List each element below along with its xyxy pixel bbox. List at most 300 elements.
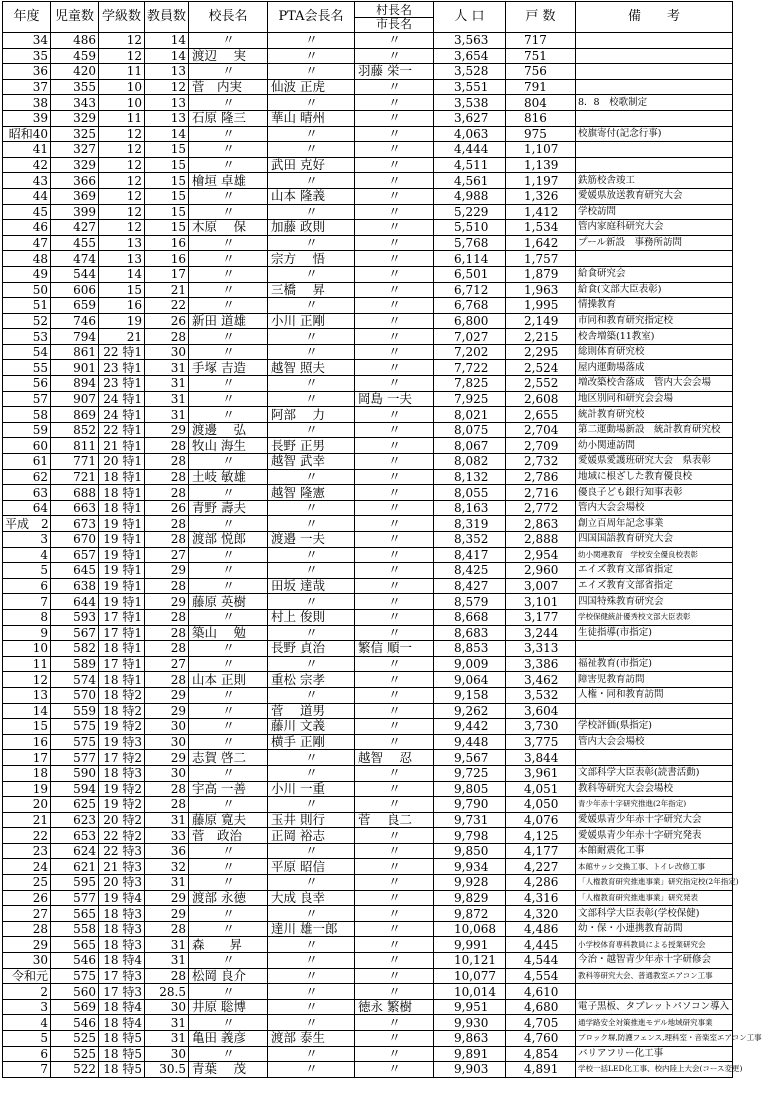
- cell-pta: 小川 正剛: [268, 313, 355, 329]
- cell-households: 791: [506, 79, 576, 95]
- cell-population: 9,891: [434, 1046, 506, 1062]
- cell-notes: 四国国語教育研究大会: [576, 532, 733, 548]
- cell-teachers: 30.5: [145, 1062, 189, 1078]
- table-row: [3, 594, 733, 610]
- cell-mayor: 〃: [355, 875, 434, 891]
- table-row: [3, 859, 733, 875]
- cell-mayor: 〃: [355, 719, 434, 735]
- cell-teachers: 14: [145, 126, 189, 142]
- cell-pta: 長野 正男: [268, 438, 355, 454]
- cell-principal: 石原 隆三: [189, 110, 268, 126]
- cell-teachers: 29: [145, 422, 189, 438]
- cell-pta: 〃: [268, 469, 355, 485]
- cell-households: 4,486: [506, 921, 576, 937]
- cell-principal: 〃: [189, 906, 268, 922]
- cell-pta: 達川 雄一郎: [268, 921, 355, 937]
- cell-principal: 渡部 悦郎: [189, 532, 268, 548]
- cell-classes: 13: [99, 235, 145, 251]
- cell-households: 717: [506, 33, 576, 49]
- cell-classes: 19 特4: [99, 890, 145, 906]
- cell-classes: 10: [99, 95, 145, 111]
- cell-population: 4,063: [434, 126, 506, 142]
- cell-principal: 宇高 一善: [189, 781, 268, 797]
- cell-pta: 〃: [268, 500, 355, 516]
- cell-year: 58: [3, 407, 51, 423]
- cell-students: 546: [51, 953, 99, 969]
- cell-teachers: 28: [145, 516, 189, 532]
- cell-notes: 総則体育研究校: [576, 344, 733, 360]
- cell-classes: 24 特1: [99, 407, 145, 423]
- cell-mayor: 〃: [355, 110, 434, 126]
- cell-year: 4: [3, 1015, 51, 1031]
- cell-teachers: 31: [145, 376, 189, 392]
- cell-teachers: 15: [145, 220, 189, 236]
- cell-classes: 21 特1: [99, 438, 145, 454]
- cell-teachers: 29: [145, 750, 189, 766]
- cell-year: 19: [3, 781, 51, 797]
- cell-students: 901: [51, 360, 99, 376]
- table-row: [3, 79, 733, 95]
- cell-mayor: 〃: [355, 313, 434, 329]
- cell-principal: 〃: [189, 765, 268, 781]
- cell-classes: 19 特1: [99, 578, 145, 594]
- cell-notes: 第二運動場新設 統計教育研究校: [576, 422, 733, 438]
- cell-year: 12: [3, 672, 51, 688]
- cell-notes: 生徒指導(市指定): [576, 625, 733, 641]
- cell-year: 46: [3, 220, 51, 236]
- table-row: [3, 313, 733, 329]
- cell-pta: 〃: [268, 1062, 355, 1078]
- cell-population: 3,654: [434, 48, 506, 64]
- cell-population: 8,853: [434, 641, 506, 657]
- cell-notes: 教科等研究大会会場校: [576, 781, 733, 797]
- cell-households: 3,101: [506, 594, 576, 610]
- header-population: 人 口: [434, 2, 506, 33]
- cell-population: 10,014: [434, 984, 506, 1000]
- cell-year: 22: [3, 828, 51, 844]
- cell-teachers: 15: [145, 188, 189, 204]
- cell-classes: 22 特1: [99, 422, 145, 438]
- cell-mayor: 〃: [355, 594, 434, 610]
- cell-teachers: 31: [145, 812, 189, 828]
- cell-students: 565: [51, 937, 99, 953]
- cell-year: 34: [3, 33, 51, 49]
- table-row: [3, 547, 733, 563]
- cell-population: 9,805: [434, 781, 506, 797]
- cell-students: 574: [51, 672, 99, 688]
- table-row: [3, 890, 733, 906]
- cell-students: 869: [51, 407, 99, 423]
- cell-population: 4,444: [434, 142, 506, 158]
- cell-population: 8,417: [434, 547, 506, 563]
- cell-households: 4,125: [506, 828, 576, 844]
- cell-students: 907: [51, 391, 99, 407]
- cell-students: 522: [51, 1062, 99, 1078]
- cell-households: 2,888: [506, 532, 576, 548]
- cell-households: 4,316: [506, 890, 576, 906]
- cell-population: 3,538: [434, 95, 506, 111]
- cell-principal: 土岐 敏雄: [189, 469, 268, 485]
- cell-students: 366: [51, 173, 99, 189]
- cell-pta: 〃: [268, 235, 355, 251]
- cell-year: 45: [3, 204, 51, 220]
- table-row: [3, 251, 733, 267]
- cell-pta: 渡部 泰生: [268, 1031, 355, 1047]
- cell-pta: 村上 俊則: [268, 609, 355, 625]
- cell-notes: 幼・保・小連携教育訪問: [576, 921, 733, 937]
- cell-year: 35: [3, 48, 51, 64]
- cell-students: 486: [51, 33, 99, 49]
- cell-population: 9,567: [434, 750, 506, 766]
- cell-households: 1,879: [506, 266, 576, 282]
- cell-principal: 亀田 義彦: [189, 1031, 268, 1047]
- cell-teachers: 15: [145, 142, 189, 158]
- table-row: [3, 220, 733, 236]
- cell-students: 577: [51, 750, 99, 766]
- cell-population: 9,863: [434, 1031, 506, 1047]
- cell-population: 8,683: [434, 625, 506, 641]
- table-row: [3, 344, 733, 360]
- cell-population: 7,825: [434, 376, 506, 392]
- cell-principal: 井原 聡博: [189, 999, 268, 1015]
- cell-notes: 愛媛県愛護班研究大会 県表彰: [576, 454, 733, 470]
- cell-households: 2,552: [506, 376, 576, 392]
- cell-classes: 21 特3: [99, 859, 145, 875]
- cell-teachers: 30: [145, 1046, 189, 1062]
- cell-households: 4,554: [506, 968, 576, 984]
- cell-households: 3,462: [506, 672, 576, 688]
- cell-mayor: 〃: [355, 48, 434, 64]
- cell-notes: 「人権教育研究推進事業」研究指定校(2年指定): [576, 875, 733, 891]
- cell-teachers: 21: [145, 282, 189, 298]
- cell-year: 60: [3, 438, 51, 454]
- cell-notes: 学校一括LED化工事、校内陸上大会(コース変更): [576, 1062, 733, 1078]
- cell-classes: 18 特2: [99, 687, 145, 703]
- cell-teachers: 29: [145, 906, 189, 922]
- cell-classes: 17 特3: [99, 968, 145, 984]
- cell-students: 771: [51, 454, 99, 470]
- table-row: [3, 609, 733, 625]
- header-households: 戸 数: [506, 2, 576, 33]
- cell-teachers: 30: [145, 734, 189, 750]
- cell-teachers: 14: [145, 48, 189, 64]
- cell-pta: 〃: [268, 64, 355, 80]
- cell-households: 4,286: [506, 875, 576, 891]
- cell-notes: 地域に根ざした教育優良校: [576, 469, 733, 485]
- cell-notes: 優良子ども銀行知事表彰: [576, 485, 733, 501]
- cell-students: 894: [51, 376, 99, 392]
- cell-year: 56: [3, 376, 51, 392]
- cell-pta: 〃: [268, 984, 355, 1000]
- cell-year: 25: [3, 875, 51, 891]
- header-pta: PTA会長名: [268, 2, 355, 33]
- cell-principal: 〃: [189, 142, 268, 158]
- cell-households: 2,772: [506, 500, 576, 516]
- cell-year: 38: [3, 95, 51, 111]
- cell-notes: [576, 48, 733, 64]
- cell-classes: 12: [99, 188, 145, 204]
- cell-notes: 8．8 校歌制定: [576, 95, 733, 111]
- cell-households: 4,891: [506, 1062, 576, 1078]
- cell-principal: 新田 道雄: [189, 313, 268, 329]
- cell-households: 1,534: [506, 220, 576, 236]
- header-mayor: [355, 2, 434, 33]
- cell-students: 575: [51, 968, 99, 984]
- cell-population: 8,425: [434, 563, 506, 579]
- cell-year: 16: [3, 734, 51, 750]
- cell-teachers: 28: [145, 921, 189, 937]
- cell-classes: 19 特1: [99, 563, 145, 579]
- cell-mayor: 〃: [355, 781, 434, 797]
- cell-year: 14: [3, 703, 51, 719]
- cell-year: 43: [3, 173, 51, 189]
- cell-teachers: 30: [145, 719, 189, 735]
- cell-students: 559: [51, 703, 99, 719]
- cell-teachers: 29: [145, 594, 189, 610]
- cell-population: 9,951: [434, 999, 506, 1015]
- cell-year: 44: [3, 188, 51, 204]
- cell-students: 565: [51, 906, 99, 922]
- cell-households: 1,139: [506, 157, 576, 173]
- cell-teachers: 28: [145, 781, 189, 797]
- cell-classes: 12: [99, 220, 145, 236]
- cell-households: 2,655: [506, 407, 576, 423]
- cell-population: 8,082: [434, 454, 506, 470]
- cell-pta: 加藤 政則: [268, 220, 355, 236]
- cell-households: 3,313: [506, 641, 576, 657]
- cell-year: 53: [3, 329, 51, 345]
- cell-principal: 渡辺 実: [189, 48, 268, 64]
- cell-mayor: 〃: [355, 157, 434, 173]
- cell-population: 9,798: [434, 828, 506, 844]
- cell-classes: 18 特4: [99, 1015, 145, 1031]
- cell-year: 3: [3, 532, 51, 548]
- cell-principal: 〃: [189, 609, 268, 625]
- cell-pta: 横手 正剛: [268, 734, 355, 750]
- cell-mayor: 〃: [355, 734, 434, 750]
- cell-mayor: 〃: [355, 235, 434, 251]
- cell-classes: 17 特1: [99, 656, 145, 672]
- cell-principal: 〃: [189, 376, 268, 392]
- header-notes: 備 考: [576, 2, 733, 33]
- cell-students: 645: [51, 563, 99, 579]
- cell-teachers: 17: [145, 266, 189, 282]
- cell-population: 7,202: [434, 344, 506, 360]
- cell-classes: 22 特3: [99, 843, 145, 859]
- cell-classes: 24 特1: [99, 391, 145, 407]
- cell-year: 49: [3, 266, 51, 282]
- table-row: [3, 1031, 733, 1047]
- cell-population: 3,627: [434, 110, 506, 126]
- cell-mayor: 〃: [355, 438, 434, 454]
- cell-mayor: 〃: [355, 282, 434, 298]
- cell-principal: 木原 保: [189, 220, 268, 236]
- cell-population: 5,510: [434, 220, 506, 236]
- cell-classes: 22 特1: [99, 344, 145, 360]
- cell-principal: 〃: [189, 547, 268, 563]
- cell-students: 455: [51, 235, 99, 251]
- cell-year: 13: [3, 687, 51, 703]
- table-row: [3, 438, 733, 454]
- cell-households: 4,076: [506, 812, 576, 828]
- cell-year: 64: [3, 500, 51, 516]
- cell-teachers: 13: [145, 110, 189, 126]
- table-row: [3, 734, 733, 750]
- cell-principal: 〃: [189, 875, 268, 891]
- cell-year: 61: [3, 454, 51, 470]
- cell-mayor: 〃: [355, 953, 434, 969]
- cell-teachers: 30: [145, 344, 189, 360]
- cell-mayor: 〃: [355, 687, 434, 703]
- cell-population: 10,077: [434, 968, 506, 984]
- table-row: [3, 843, 733, 859]
- cell-pta: 平原 昭信: [268, 859, 355, 875]
- cell-students: 688: [51, 485, 99, 501]
- cell-population: 10,121: [434, 953, 506, 969]
- table-row: [3, 126, 733, 142]
- cell-notes: エイズ教育文部省指定: [576, 563, 733, 579]
- cell-classes: 17 特1: [99, 609, 145, 625]
- table-row: [3, 968, 733, 984]
- cell-households: 4,445: [506, 937, 576, 953]
- header-row: [3, 2, 733, 33]
- cell-teachers: 31: [145, 1015, 189, 1031]
- cell-pta: 〃: [268, 95, 355, 111]
- cell-pta: 〃: [268, 422, 355, 438]
- cell-pta: 〃: [268, 33, 355, 49]
- cell-population: 9,934: [434, 859, 506, 875]
- cell-classes: 21: [99, 329, 145, 345]
- cell-principal: 〃: [189, 921, 268, 937]
- cell-classes: 10: [99, 79, 145, 95]
- cell-notes: [576, 641, 733, 657]
- table-row: [3, 64, 733, 80]
- table-row: [3, 765, 733, 781]
- table-row: [3, 422, 733, 438]
- cell-mayor: 〃: [355, 1046, 434, 1062]
- cell-mayor: 〃: [355, 563, 434, 579]
- cell-teachers: 13: [145, 95, 189, 111]
- cell-notes: 情操教育: [576, 298, 733, 314]
- cell-notes: バリアフリー化工事: [576, 1046, 733, 1062]
- cell-notes: 学校訪問: [576, 204, 733, 220]
- cell-households: 4,760: [506, 1031, 576, 1047]
- cell-pta: 〃: [268, 937, 355, 953]
- cell-population: 7,027: [434, 329, 506, 345]
- cell-notes: 「人権教育研究推進事業」研究発表: [576, 890, 733, 906]
- cell-teachers: 32: [145, 859, 189, 875]
- cell-teachers: 28: [145, 329, 189, 345]
- cell-teachers: 28: [145, 672, 189, 688]
- cell-mayor: 〃: [355, 1062, 434, 1078]
- cell-principal: 牧山 海生: [189, 438, 268, 454]
- table-row: [3, 563, 733, 579]
- cell-year: 21: [3, 812, 51, 828]
- cell-students: 593: [51, 609, 99, 625]
- cell-year: 48: [3, 251, 51, 267]
- cell-teachers: 31: [145, 875, 189, 891]
- cell-households: 2,960: [506, 563, 576, 579]
- cell-year: 17: [3, 750, 51, 766]
- cell-population: 5,768: [434, 235, 506, 251]
- cell-population: 9,903: [434, 1062, 506, 1078]
- table-row: [3, 1015, 733, 1031]
- cell-teachers: 29: [145, 890, 189, 906]
- cell-principal: 〃: [189, 282, 268, 298]
- cell-mayor: 〃: [355, 609, 434, 625]
- cell-households: 3,961: [506, 765, 576, 781]
- cell-principal: 〃: [189, 329, 268, 345]
- cell-students: 525: [51, 1031, 99, 1047]
- cell-principal: 菅 内実: [189, 79, 268, 95]
- cell-students: 560: [51, 984, 99, 1000]
- cell-population: 3,528: [434, 64, 506, 80]
- table-row: [3, 875, 733, 891]
- table-row: [3, 469, 733, 485]
- table-row: [3, 641, 733, 657]
- cell-mayor: 〃: [355, 703, 434, 719]
- cell-students: 575: [51, 719, 99, 735]
- cell-pta: 〃: [268, 173, 355, 189]
- cell-principal: 〃: [189, 641, 268, 657]
- cell-classes: 20 特1: [99, 454, 145, 470]
- table-row: [3, 532, 733, 548]
- cell-teachers: 29: [145, 563, 189, 579]
- cell-principal: 〃: [189, 235, 268, 251]
- cell-teachers: 12: [145, 79, 189, 95]
- school-history-table: [2, 1, 762, 1078]
- cell-notes: 文部科学大臣表彰(学校保健): [576, 906, 733, 922]
- cell-year: 39: [3, 110, 51, 126]
- table-row: [3, 921, 733, 937]
- cell-notes: 教科等研究大会、普通教室エアコン工事: [576, 968, 733, 984]
- cell-principal: 〃: [189, 984, 268, 1000]
- cell-notes: 管内大会会場校: [576, 500, 733, 516]
- cell-year: 42: [3, 157, 51, 173]
- table-row: [3, 110, 733, 126]
- cell-principal: 森 昇: [189, 937, 268, 953]
- cell-population: 5,229: [434, 204, 506, 220]
- cell-teachers: 28: [145, 438, 189, 454]
- cell-students: 623: [51, 812, 99, 828]
- cell-students: 852: [51, 422, 99, 438]
- cell-pta: 仙波 正虎: [268, 79, 355, 95]
- cell-population: 9,725: [434, 765, 506, 781]
- cell-notes: 障害児教育訪問: [576, 672, 733, 688]
- cell-households: 4,050: [506, 797, 576, 813]
- cell-population: 8,668: [434, 609, 506, 625]
- cell-students: 355: [51, 79, 99, 95]
- cell-year: 28: [3, 921, 51, 937]
- cell-principal: 〃: [189, 843, 268, 859]
- table-row: [3, 656, 733, 672]
- cell-teachers: 15: [145, 173, 189, 189]
- cell-students: 577: [51, 890, 99, 906]
- cell-notes: 幼小関連教育 学校安全優良校表彰: [576, 547, 733, 563]
- cell-households: 1,642: [506, 235, 576, 251]
- cell-classes: 18 特1: [99, 672, 145, 688]
- cell-classes: 12: [99, 204, 145, 220]
- cell-principal: 檜垣 卓雄: [189, 173, 268, 189]
- cell-notes: 給食(文部大臣表彰): [576, 282, 733, 298]
- cell-pta: 藤川 文義: [268, 719, 355, 735]
- cell-year: 36: [3, 64, 51, 80]
- cell-households: 1,412: [506, 204, 576, 220]
- cell-teachers: 33: [145, 828, 189, 844]
- table-row: [3, 95, 733, 111]
- cell-year: 平成 2: [3, 516, 51, 532]
- cell-mayor: 〃: [355, 360, 434, 376]
